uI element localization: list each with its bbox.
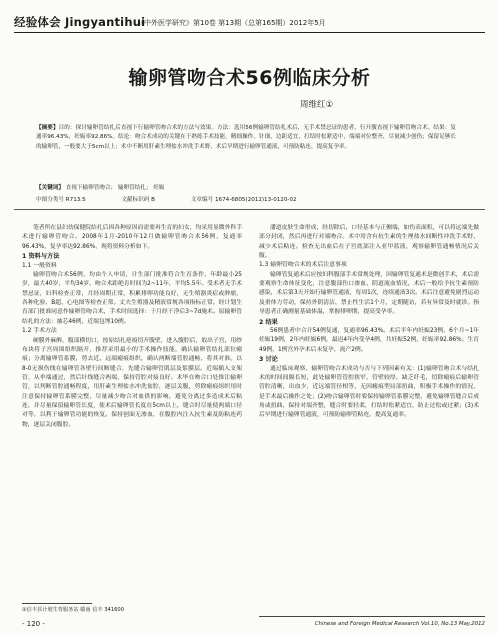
keywords <box>36 183 456 191</box>
left-column-heading: 1.1 一般资料 <box>22 262 57 269</box>
author: 周维红① <box>300 100 334 110</box>
classification-line <box>36 195 466 203</box>
running-header <box>14 12 485 32</box>
right-column-paragraph: 通过临床观察，输卵管吻合术成功与否与下列因素有关：(1)输卵管吻合术与结扎术的时间间隔长短，此处输卵管管腔狭窄，管壁较厚，缺乏纤毛，切除瘢痕后输卵管管腔清晰，出血少，近远端管径相等，无因瘢痕型局部扭曲，积极手术操作的情况，是手术最后操作之处；(2)吻合输卵管时要保持输卵管系膜完整，避免输卵管缝合后成角或扭曲，保持对端齐整，缝合时要轻柔，打结时松紧适宜，防止过松或过紧；(3)术后早期进行输卵管通液，可预防输卵管粘连，提高复通率。 <box>259 365 479 419</box>
right-column-paragraph: 56例患者中合计54例复通，复通率96.43%。术后半年内妊娠23例，6个月~1年妊娠19例，2年内妊娠6例，最迟4年内受孕4例，共妊娠52例，妊娠率92.86%；生育49例，1例宫外孕术后未复孕，流产2例。 <box>259 328 479 353</box>
document-code: 文献标识码 B <box>121 197 156 203</box>
left-column-heading: 1 资料与方法 <box>22 253 60 261</box>
left-column-paragraph: 输卵管吻合术56例，均由个人申请，计生部门批准符合生育条件，年龄最小25岁，最大40岁，平均34岁。吻合术距绝育时间为2~11年，平均5.5年。受术者无手术禁忌证，妇科检查正常，月经周期正常，积累排卵功能良好，无生殖器炎症或肿瘤，各种化验、B超、心电图等检查正常。丈夫生殖器及精液常规各项指标正常。经计划生育部门批准同意作输卵管吻合术，手术时间选择：于月经干净后3~7d施术。原输卵管结扎的方法：抽芯46例，近端包埋10例。 <box>22 272 242 325</box>
journal-footer: Chinese and Foreign Medical Research Vol.10, No.13 May,2012 <box>314 621 485 627</box>
right-column-paragraph: 输卵管复通术后应按妇科腹部手术常规处理，因输卵管复通术是微创手术，术后需要观察生命体征变化，注意腹部伤口渗血、阴道流血情况，术后一般给予抗生素预防感染，术后第3天开始行输卵管通液，每周1次，连续通液3次。术后注意避免剧烈运动及重体力劳动，保持外阴清洁，禁止性生活1个月，定期随访，若有异常及时就诊。指导患者正确测量基础体温，掌握排卵期，提高受孕率。 <box>259 271 479 316</box>
abstract-text: 目的：探讨输卵管结扎后直视下行输卵管吻合术的方法与效果。方法：选用56例输卵管结扎术后，无手术禁忌证的患者，行开腹直视下输卵管吻合术。结果：复通率96.43%，妊娠率92.86%。结论：吻合术成功的关键在于熟练手术技能，精细操作，针细，边距适宜，打结时松紧适中，端端对位整齐，尽量减少创伤；保留足够长的输卵管，一般要大于5cm以上；术中不断用肝素生理盐水冲洗手术野，术后早期进行输卵管通液，可预防粘连，提高复孕率。 <box>36 125 456 150</box>
keywords-label: 【关键词】 <box>36 185 64 191</box>
abstract <box>36 124 456 152</box>
clc-number: 中图分类号 R713.5 <box>36 197 86 203</box>
page-number: - 120 - <box>22 620 45 628</box>
right-column <box>259 224 479 421</box>
right-column-paragraph: 潘道皮肤生命形成，经切除后，口径基本与正侧端，如伤表面积，可以将远端先做部分封闭，然后再进行对端吻合。术中用含有抗生素的生理盐水间断性冲洗手术野，减少术后粘连。检查无出血后在子宫底部注入亚甲蓝液，观察输卵管通畅情况后关腹。 <box>259 225 479 260</box>
right-column-heading: 3 讨论 <box>259 356 278 364</box>
footer-rule <box>259 616 485 617</box>
section-separator <box>14 209 485 210</box>
left-column <box>22 224 242 430</box>
journal-info: 《中外医学研究》第10卷 第13期（总第165期）2012年5月 <box>137 19 326 27</box>
right-column-heading: 1.3 输卵管吻合术的术后注意事项 <box>259 262 347 269</box>
right-column-heading: 2 结果 <box>259 318 278 326</box>
footnote-rule <box>22 603 92 604</box>
keywords-text: 直视下输卵管吻合； 输卵管结扎； 妊娠 <box>65 185 165 191</box>
abstract-label: 【摘要】 <box>36 125 59 131</box>
magazine-name: 经验体会 Jingyantihui <box>14 15 146 29</box>
author-affiliation-footnote: ①信丰县计划生育服务站 赣南 信丰 341600 <box>22 607 125 613</box>
left-column-heading: 1.2 手术方法 <box>22 328 57 335</box>
article-number: 文章编号 1674-6805(2012)13-0120-02 <box>190 197 297 203</box>
left-column-paragraph: 硬膜外麻醉，腹部横切口，按原结扎疤痕切开腹壁，进入腹腔后，取出子宫，用纱布块将子宫周围组织隔开，推荐采用最小的手术操作技能，确认输卵管结扎部位瘢痕；分离输卵管系膜，剪去近、远端瘢痕组织，确认两断端管腔通畅，将其对准。以8-0无损伤线在输卵管各壁行间断缝合，先缝合输卵管肌层及浆膜层。近端插入支架管，从伞端通过，然后针线缝合两端，保持管腔对接良好。术毕在吻合口处推注输卵管，以判断管腔通畅程度，用肝素生理盐水冲洗盆腔，逐层关腹，剪除瘢痕组织用时注意保持输卵管系膜完整，尽量减少吻合对血供的影响，避免分离过多造成术后粘连，并尽量保留输卵管长度，使术后输卵管长度在5cm以上，缝合时尽量使两端口径对等，以利于输卵管功能的恢复。保持创面无渗血，在腹腔内注入抗生素及防粘连药物，逐层关闭腹腔。 <box>22 337 242 428</box>
article-title: 输卵管吻合术56例临床分析 <box>128 67 371 89</box>
header-rule <box>14 32 485 33</box>
left-column-paragraph: 笔者所在县妇幼保健院结扎后因各种原因而需要再生育的妇女，均采用显微外科手术进行输卵管吻合。2008年1月-2010年12月做输卵管吻合术56例，复通率96.43%，复孕率达92.86%，现将资料分析如下。 <box>22 225 242 250</box>
